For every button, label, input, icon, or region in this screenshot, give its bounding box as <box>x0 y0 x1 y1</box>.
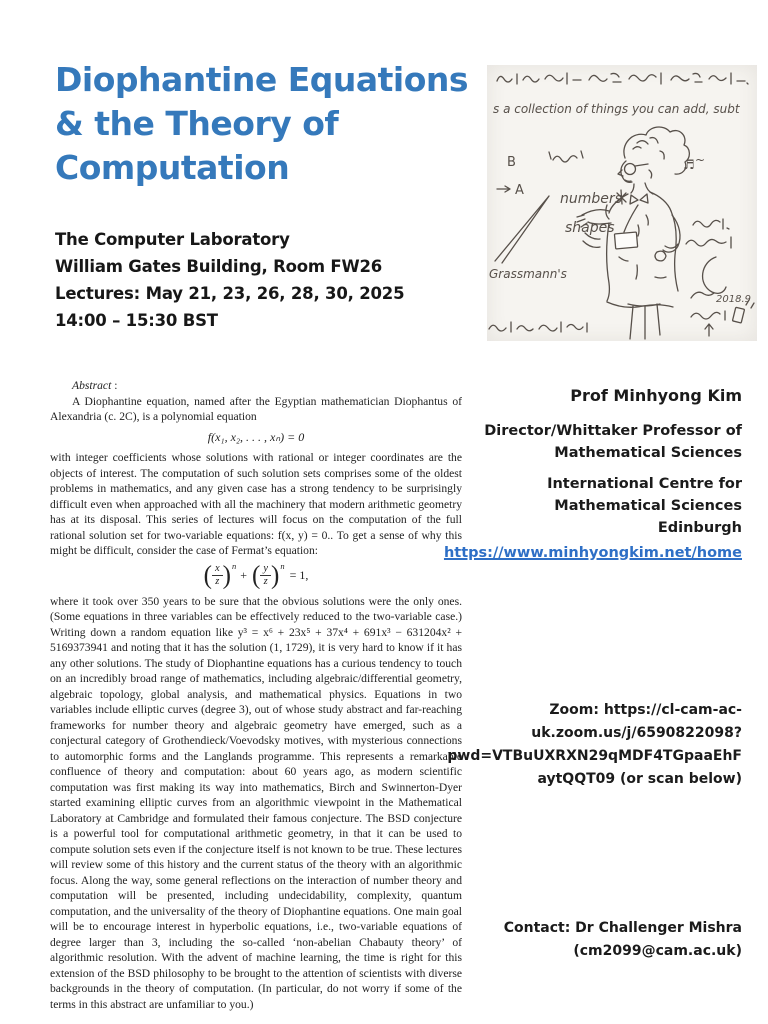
fermat-close-paren-2: ) <box>271 561 280 590</box>
title-line-3: Computation <box>55 148 290 187</box>
zoom-details[interactable] <box>422 699 742 791</box>
sketch-text-numbers: numbers <box>560 191 622 207</box>
sketch-curve <box>703 257 726 293</box>
venue-line-building: William Gates Building, Room FW26 <box>55 257 383 276</box>
contact-info <box>422 917 742 963</box>
fermat-open-paren-1: ( <box>203 561 212 590</box>
sketch-quoted-word <box>549 151 583 162</box>
speaker-role-line-2: Mathematical Sciences <box>554 445 742 461</box>
fermat-frac2-numerator: y <box>260 563 271 577</box>
venue-line-dates: Lectures: May 21, 23, 26, 28, 30, 2025 <box>55 284 405 303</box>
fermat-frac1-numerator: x <box>212 563 223 577</box>
fermat-fraction-2 <box>260 563 271 589</box>
abstract-section <box>50 378 462 1012</box>
poster-title <box>55 58 495 190</box>
abstract-heading <box>50 378 462 394</box>
fermat-open-paren-2: ( <box>252 561 261 590</box>
fermat-rhs: = 1, <box>289 567 309 582</box>
speaker-affiliation-line-1: International Centre for <box>547 476 742 492</box>
sketch-text-grassmanns: Grassmann's <box>489 267 567 281</box>
zoom-link-line-4: aytQQT09 (or scan below) <box>537 771 742 787</box>
equation-polynomial: f(x₁, x₂, . . . , xₙ) = 0 <box>207 429 305 444</box>
zoom-link-line-1[interactable]: Zoom: https://cl-cam-ac- <box>549 702 742 718</box>
zoom-link-line-3[interactable]: pwd=VTBuUXRXN29qMDF4TGpaaEhF <box>447 748 742 764</box>
zoom-link-line-2[interactable]: uk.zoom.us/j/6590822098? <box>531 725 742 741</box>
sketch-tilde: ~ <box>695 153 706 167</box>
fermat-plus: + <box>240 567 247 582</box>
venue-line-location: The Computer Laboratory <box>55 230 290 249</box>
fermat-frac2-denominator: z <box>263 576 268 588</box>
sketch-text-shapes: shapes <box>565 220 615 236</box>
sketch-drawing <box>487 65 757 341</box>
fermat-close-paren-1: ) <box>222 561 231 590</box>
speaker-affiliation <box>422 473 742 539</box>
sketch-korean-bottom <box>489 322 587 332</box>
speaker-name: Prof Minhyong Kim <box>570 386 742 405</box>
sketch-signature <box>691 292 714 298</box>
sketch-korean-right <box>686 219 731 248</box>
sketch-date: 2018.9 <box>716 294 751 305</box>
speaker-role <box>422 420 742 464</box>
contact-name-line: Contact: Dr Challenger Mishra <box>503 920 742 936</box>
speaker-affiliation-line-2: Mathematical Sciences <box>554 498 742 514</box>
abstract-heading-word: Abstract <box>72 379 112 392</box>
sketch-label-b: B <box>507 155 516 170</box>
title-line-2: & the Theory of <box>55 104 339 143</box>
lecture-sketch-image <box>487 65 757 341</box>
equation-fermat <box>50 560 462 590</box>
fermat-exponent-2: n <box>280 560 285 571</box>
abstract-paragraph-2: with integer coefficients whose solutions with rational or integer coordinates are the objects of interest. The computation of such solution sets comprises some of the oldest problems in mathematics, and any given case has a strong tendency to be surprisingly difficult even when approached with all the machinery that modern arithmetic geometry has at its disposal. This series of lectures will focus on the computation of the full rational solution set for two-variable equations: f(x, y) = 0.. To get a sense of why this might be difficult, consider the case of Fermat’s equation: <box>50 451 462 557</box>
title-line-1: Diophantine Equations <box>55 60 469 99</box>
music-note-icon: ♬ <box>683 158 695 173</box>
fermat-exponent-1: n <box>231 560 237 571</box>
fermat-frac1-denominator: z <box>215 576 220 588</box>
abstract-paragraph-1: A Diophantine equation, named after the Egyptian mathematician Diophantus of Alexandria (c. 2C), is a polynomial equation <box>50 394 462 423</box>
venue-block <box>55 226 475 334</box>
sketch-text-collection: s a collection of things you can add, subt <box>493 102 740 116</box>
speaker-affiliation-line-3: Edinburgh <box>657 520 742 536</box>
abstract-paragraph-3: where it took over 350 years to be sure that the obvious solutions were the only ones. (Some equations in three variables can be effectively reduced to the two-variable case.) Writing down a random equation like y³ = x⁶ + 23x⁵ + 37x⁴ + 691x³ − 631204x² + 5169373941 and noting that it has the solution (1, 1729), it is very hard to know if it has any other solutions. The study of Diophantine equations has a curious tendency to touch on an incredibly broad range of mathematics, including algebraic/differential geometry, algebraic topology, global analysis, and mathematical physics. Equations in two variables include elliptic curves (degree 3), out of whose study abstract and far-reaching frameworks for number theory and algebraic geometry have emerged, such as a conjectural category of Grothendieck/Voevodsky motives, with mysterious connections to automorphic forms and the Langlands programme. This represents a remarkable confluence of theory and computation: about 60 years ago, as modern scientific computation was first making its way into mathematics, Birch and Swinnerton-Dyer started examining elliptic curves from an algorithmic viewpoint in the Mathematical Laboratory at Cambridge and formulated their famous conjecture. The BSD conjecture is a powerful tool for computational arithmetic geometry, in that it can be used to compute solution sets even if the conjecture itself is not known to be true. These lectures will review some of this history and the current status of the theory with an algorithmic focus. Along the way, some general reflections on the interaction of number theory and computation will be presented, including undecidability, complexity, quantum computation, and the universality of the theory of Diophantine equations. One main goal will be to encourage interest in hyperbolic equations, i.e., two-variable equations of degree larger than 3, including the so-called ‘non-abelian Chabauty theory’ of algorithmic resolution. With the advent of machine learning, the time is right for this extension of the BSD philosophy to be brought to the attention of scientists with diverse backgrounds in the theory of computation. (In particular, do not worry if some of the terms in this abstract are unfamiliar to you.) <box>50 594 462 1011</box>
sketch-korean-lower <box>691 300 754 336</box>
homepage-link-row <box>422 545 742 561</box>
sketch-label-a: A <box>515 183 524 198</box>
sketch-korean-top-row <box>497 73 748 84</box>
venue-line-time: 14:00 – 15:30 BST <box>55 311 218 330</box>
speaker-role-line-1: Director/Whittaker Professor of <box>484 423 742 439</box>
abstract-heading-colon: : <box>111 379 118 392</box>
contact-email-line: (cm2099@cam.ac.uk) <box>573 943 742 959</box>
homepage-link[interactable]: https://www.minhyongkim.net/home <box>443 545 742 561</box>
fermat-fraction-1 <box>212 563 223 589</box>
